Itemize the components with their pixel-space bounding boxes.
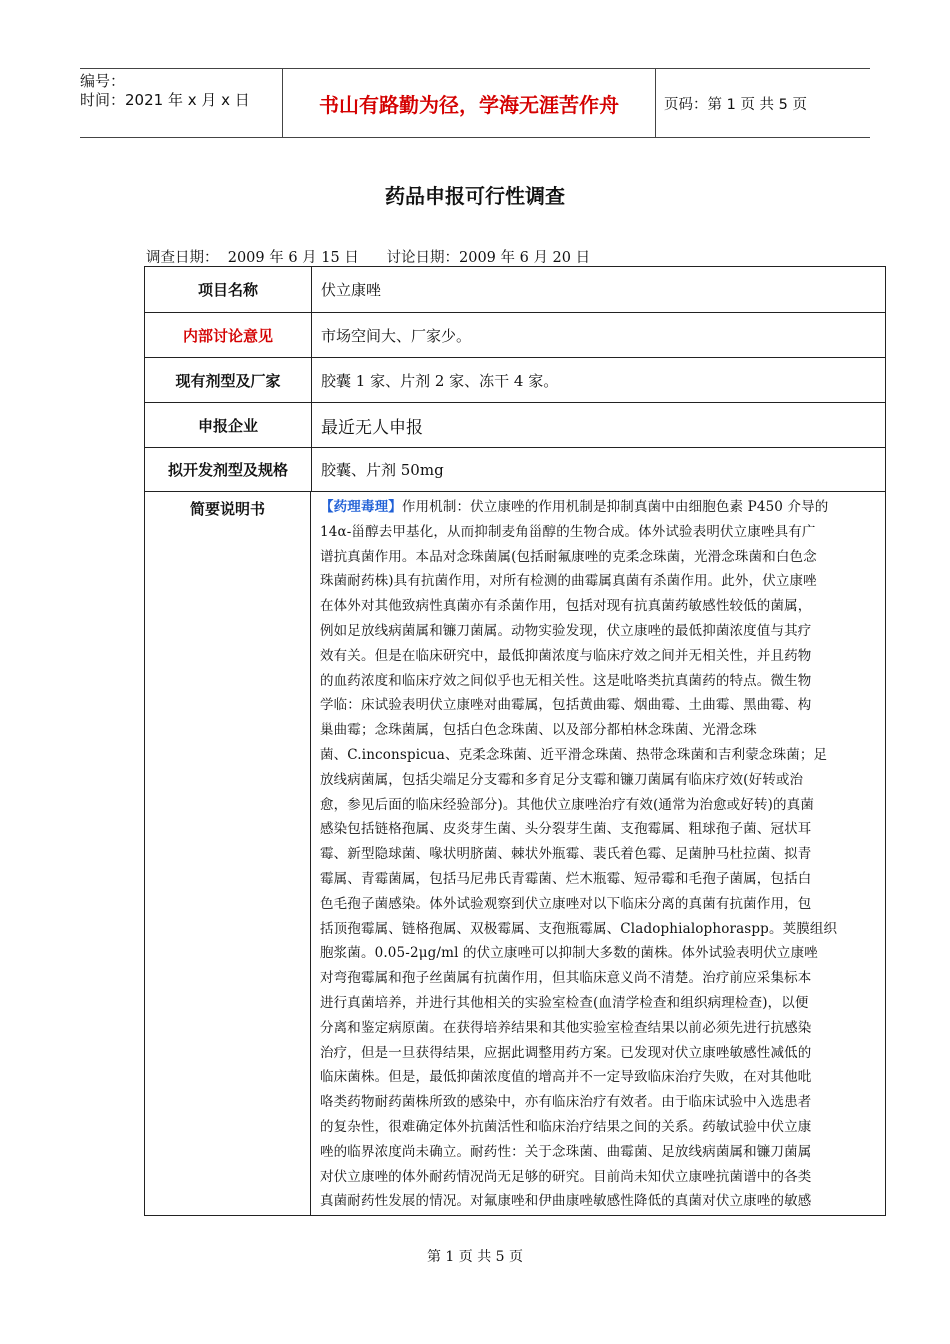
description-line: 的复杂性，很难确定体外抗菌活性和临床治疗结果之间的关系。药敏试验中伏立康 <box>320 1118 812 1135</box>
header-motto: 书山有路勤为径，学海无涯苦作舟 <box>282 69 656 137</box>
description-line: 感染包括链格孢属、皮炎芽生菌、头分裂芽生菌、支孢霉属、粗球孢子菌、冠状耳 <box>320 821 812 838</box>
description-line: 进行真菌培养，并进行其他相关的实验室检查(血清学检查和组织病理检查)，以便 <box>320 994 809 1011</box>
description-body <box>320 495 876 1215</box>
document-header <box>80 68 870 138</box>
description-line: 巢曲霉；念珠菌属，包括白色念珠菌、以及部分都柏林念珠菌、光滑念珠 <box>320 722 757 739</box>
description-line: 对伏立康唑的体外耐药情况尚无足够的研究。目前尚未知伏立康唑抗菌谱中的各类 <box>320 1168 812 1185</box>
description-line: 临床菌株。但是，最低抑菌浓度值的增高并不一定导致临床治疗失败，在对其他吡 <box>320 1069 812 1086</box>
section-tag: 【药理毒理】 <box>320 499 402 515</box>
description-line: 唑的临界浓度尚未确立。耐药性：关于念珠菌、曲霉菌、足放线病菌属和镰刀菌属 <box>320 1143 812 1160</box>
description-line: 效有关。但是在临床研究中，最低抑菌浓度与临床疗效之间并无相关性，并且药物 <box>320 647 812 664</box>
time-label: 时间：2021 年 x 月 x 日 <box>80 91 250 109</box>
survey-form-table <box>144 266 886 1216</box>
row-internal-opinion <box>145 313 885 358</box>
row-value: 市场空间大、厂家少。 <box>321 326 472 345</box>
row-value: 胶囊 1 家、片剂 2 家、冻干 4 家。 <box>321 371 559 390</box>
row-planned-forms <box>145 448 885 492</box>
description-line: 霉、新型隐球菌、喙状明脐菌、棘状外瓶霉、裴氏着色霉、足菌肿马杜拉菌、拟青 <box>320 846 812 863</box>
document-title: 药品申报可行性调查 <box>385 184 565 208</box>
description-line: 对弯孢霉属和孢子丝菌属有抗菌作用，但其临床意义尚不清楚。治疗前应采集标本 <box>320 970 812 987</box>
description-line: 的血药浓度和临床疗效之间似乎也无相关性。这是吡咯类抗真菌药的特点。微生物 <box>320 672 812 689</box>
row-project-name <box>145 267 885 313</box>
description-line: 菌、C.inconspicua、克柔念珠菌、近平滑念珠菌、热带念珠菌和吉利蒙念珠菌；足 <box>320 746 828 763</box>
row-label: 拟开发剂型及规格 <box>145 448 312 491</box>
row-label: 申报企业 <box>145 403 312 447</box>
row-label: 内部讨论意见 <box>145 313 312 357</box>
header-page-info: 页码：第 1 页 共 5 页 <box>664 96 807 113</box>
description-first-line: 作用机制：伏立康唑的作用机制是抑制真菌中由细胞色素 P450 介导的 <box>401 499 829 515</box>
number-label: 编号： <box>80 72 126 90</box>
row-value: 最近无人申报 <box>321 417 423 438</box>
page-footer: 第 1 页 共 5 页 <box>426 1249 524 1265</box>
row-label: 简要说明书 <box>145 492 311 1215</box>
row-applicant <box>145 403 885 448</box>
row-label: 项目名称 <box>145 267 312 312</box>
description-line: 珠菌耐药株)具有抗菌作用，对所有检测的曲霉属真菌有杀菌作用。此外，伏立康唑 <box>320 573 817 590</box>
row-existing-forms <box>145 358 885 403</box>
description-line: 学临：床试验表明伏立康唑对曲霉属，包括黄曲霉、烟曲霉、土曲霉、黑曲霉、构 <box>320 697 812 714</box>
header-meta <box>80 69 282 137</box>
row-label: 现有剂型及厂家 <box>145 358 312 402</box>
description-line: 治疗，但是一旦获得结果，应据此调整用药方案。已发现对伏立康唑敏感性减低的 <box>320 1044 812 1061</box>
description-line: 括顶孢霉属、链格孢属、双极霉属、支孢瓶霉属、Cladophialophoraspp。荚膜组织 <box>320 920 838 937</box>
description-line: 例如足放线病菌属和镰刀菌属。动物实验发现，伏立康唑的最低抑菌浓度值与其疗 <box>320 622 812 639</box>
description-line: 真菌耐药性发展的情况。对氟康唑和伊曲康唑敏感性降低的真菌对伏立康唑的敏感 <box>320 1193 812 1210</box>
description-line: 谱抗真菌作用。本品对念珠菌属(包括耐氟康唑的克柔念珠菌，光滑念珠菌和白色念 <box>320 548 817 565</box>
description-line: 14α-甾醇去甲基化，从而抑制麦角甾醇的生物合成。体外试验表明伏立康唑具有广 <box>320 523 816 540</box>
description-line <box>320 495 876 520</box>
description-line: 霉属、青霉菌属，包括马尼弗氏青霉菌、烂木瓶霉、短帚霉和毛孢子菌属，包括白 <box>320 870 812 887</box>
description-line: 分离和鉴定病原菌。在获得培养结果和其他实验室检查结果以前必须先进行抗感染 <box>320 1019 812 1036</box>
description-line: 在体外对其他致病性真菌亦有杀菌作用，包括对现有抗真菌药敏感性较低的菌属， <box>320 598 812 615</box>
description-line: 放线病菌属，包括尖端足分支霉和多育足分支霉和镰刀菌属有临床疗效(好转或治 <box>320 771 804 788</box>
description-line: 愈，参见后面的临床经验部分)。其他伏立康唑治疗有效(通常为治愈或好转)的真菌 <box>320 796 814 813</box>
survey-dates: 调查日期： 2009 年 6 月 15 日 讨论日期：2009 年 6 月 20 日 <box>146 250 591 266</box>
description-line: 咯类药物耐药菌株所致的感染中，亦有临床治疗有效者。由于临床试验中入选患者 <box>320 1094 812 1111</box>
description-line: 色毛孢子菌感染。体外试验观察到伏立康唑对以下临床分离的真菌有抗菌作用，包 <box>320 895 812 912</box>
row-brief-description <box>145 492 885 1215</box>
description-line: 胞浆菌。0.05-2μg/ml 的伏立康唑可以抑制大多数的菌株。体外试验表明伏立康唑 <box>320 945 818 962</box>
row-value: 伏立康唑 <box>321 281 382 299</box>
row-value: 胶囊、片剂 50mg <box>321 461 444 479</box>
